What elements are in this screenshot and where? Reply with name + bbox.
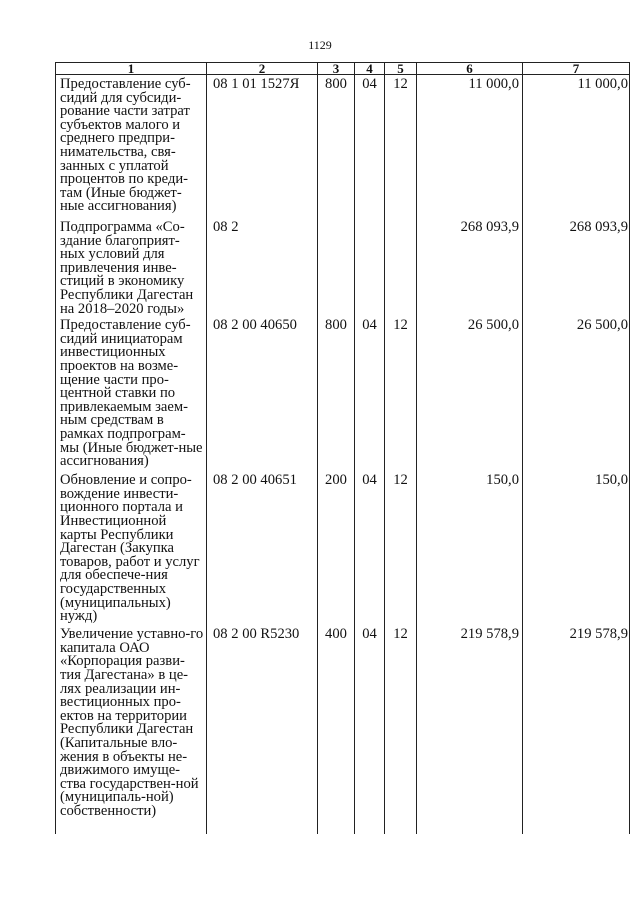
row-sum-col7: 150,0 <box>523 471 630 625</box>
column-header-6: 6 <box>417 63 523 75</box>
row-subsection: 12 <box>385 625 417 834</box>
row-sum-col7: 11 000,0 <box>523 75 630 219</box>
budget-table <box>55 62 630 834</box>
row-sum-col7: 268 093,9 <box>523 218 630 316</box>
row-subsection <box>385 218 417 316</box>
row-expense-type <box>318 218 355 316</box>
row-code: 08 2 00 R5230 <box>207 625 318 834</box>
row-section: 04 <box>355 316 385 471</box>
table-header-row <box>56 63 630 75</box>
row-sum-col6: 219 578,9 <box>417 625 523 834</box>
row-subsection: 12 <box>385 471 417 625</box>
row-name: Обновление и сопро-вождение инвести-ционного портала и Инвестиционной карты Республики Дагестан (Закупка товаров, работ и услуг для обеспече-ния государственных (муниципальных) нужд) <box>56 471 207 625</box>
row-sum-col7: 219 578,9 <box>523 625 630 834</box>
row-section: 04 <box>355 471 385 625</box>
column-header-1: 1 <box>56 63 207 75</box>
row-name: Увеличение уставно-го капитала ОАО «Корпорация разви-тия Дагестана» в це-лях реализации ин-вестиционных про-ектов на территории Республики Дагестан (Капитальные вло-жения в объекты не-движимого имуще-ства государствен-ной (муниципаль-ной) собственности) <box>56 625 207 834</box>
row-sum-col6: 26 500,0 <box>417 316 523 471</box>
row-section: 04 <box>355 75 385 219</box>
row-code: 08 2 <box>207 218 318 316</box>
row-section: 04 <box>355 625 385 834</box>
column-header-7: 7 <box>523 63 630 75</box>
row-section <box>355 218 385 316</box>
table-row <box>56 316 630 471</box>
column-header-3: 3 <box>318 63 355 75</box>
row-sum-col6: 150,0 <box>417 471 523 625</box>
row-expense-type: 400 <box>318 625 355 834</box>
row-subsection: 12 <box>385 316 417 471</box>
row-name: Подпрограмма «Со-здание благоприят-ных условий для привлечения инве-стиций в экономику Республики Дагестан на 2018–2020 годы» <box>56 218 207 316</box>
table-row <box>56 218 630 316</box>
row-name: Предоставление суб-сидий для субсиди-рование части затрат субъектов малого и среднего предпри-нимательства, свя-занных с уплатой процентов по креди-там (Иные бюджет-ные ассигнования) <box>56 75 207 219</box>
row-name: Предоставление суб-сидий инициаторам инвестиционных проектов на возме-щение части про-центной ставки по привлекаемым заем-ным средствам в рамках подпрограм-мы (Иные бюджет-ные ассигнования) <box>56 316 207 471</box>
row-code: 08 1 01 1527Я <box>207 75 318 219</box>
row-code: 08 2 00 40651 <box>207 471 318 625</box>
table-row <box>56 625 630 834</box>
column-header-2: 2 <box>207 63 318 75</box>
row-expense-type: 200 <box>318 471 355 625</box>
row-subsection: 12 <box>385 75 417 219</box>
table-row <box>56 75 630 219</box>
row-sum-col6: 11 000,0 <box>417 75 523 219</box>
page-number: 1129 <box>308 38 332 52</box>
column-header-5: 5 <box>385 63 417 75</box>
table-row <box>56 471 630 625</box>
row-sum-col6: 268 093,9 <box>417 218 523 316</box>
row-code: 08 2 00 40650 <box>207 316 318 471</box>
row-expense-type: 800 <box>318 75 355 219</box>
column-header-4: 4 <box>355 63 385 75</box>
row-sum-col7: 26 500,0 <box>523 316 630 471</box>
row-expense-type: 800 <box>318 316 355 471</box>
